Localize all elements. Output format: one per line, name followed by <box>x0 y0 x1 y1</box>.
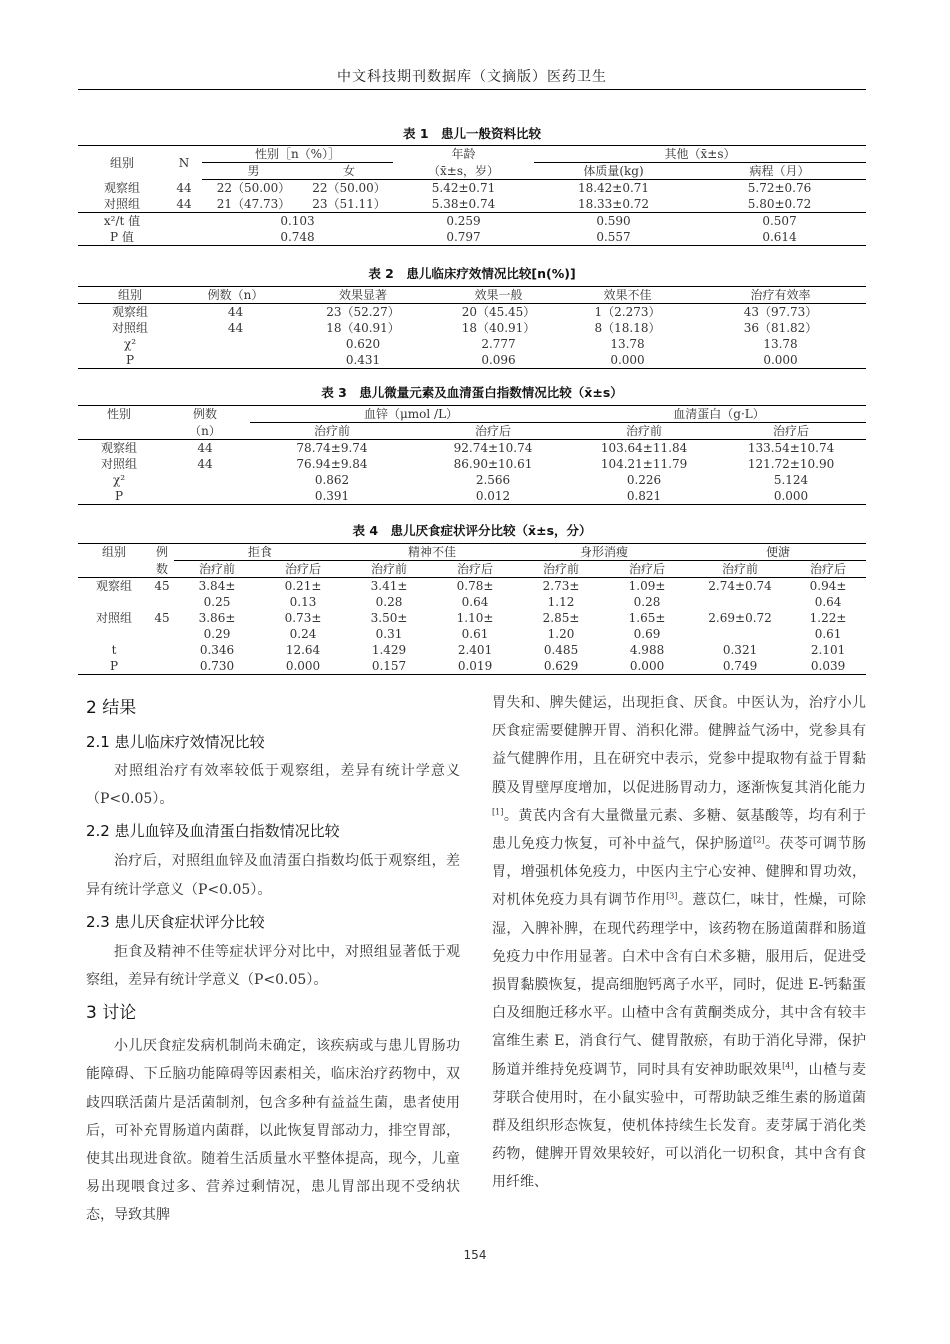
table-row <box>78 472 866 488</box>
t4-h-sub: 治疗前 <box>690 561 790 578</box>
t4-cell: 观察组 <box>95 579 132 593</box>
t2-cell: 2.777 <box>481 337 516 351</box>
t4-cell: 0.29 <box>203 627 231 641</box>
t4-cell: 45 <box>154 611 170 625</box>
t4-cell: 2.69±0.72 <box>708 611 772 625</box>
t4-cell: 0.61 <box>461 627 489 641</box>
table2-caption: 表 2 患儿临床疗效情况比较[n(%)] <box>368 266 576 281</box>
t3-cell: 44 <box>197 457 213 471</box>
t3-cell: 76.94±9.84 <box>296 457 368 471</box>
table-row <box>78 626 866 642</box>
t4-cell: 0.64 <box>814 595 842 609</box>
t1-cell: 0.103 <box>280 214 315 228</box>
t4-cell: 3.86± <box>198 611 236 625</box>
t4-cell: 1.65± <box>628 611 666 625</box>
text-span: 胃失和、脾失健运，出现拒食、厌食。中医认为，治疗小儿厌食症需要健脾开胃、消积化滞。健脾益气汤中，党参具有益气健脾作用，且在研究中表示，党参中提取物有益于胃黏膜及胃壁厚度增加，以促进肠胃动力，逐渐恢复其消化能力 <box>492 695 866 796</box>
table-row <box>78 229 866 246</box>
t2-cell: 43（97.73） <box>743 305 818 319</box>
t4-cell: 2.101 <box>810 643 846 657</box>
t3-cell: 133.54±10.74 <box>747 441 835 455</box>
t4-cell: 3.41± <box>370 579 408 593</box>
t3-cell <box>160 472 250 488</box>
t1-h-n: N <box>166 146 202 180</box>
t1-h-group: 组别 <box>78 146 166 180</box>
page-number: 154 <box>463 1248 487 1262</box>
table4 <box>78 543 866 675</box>
t4-h-sub: 治疗后 <box>432 561 518 578</box>
t1-cell: 0.797 <box>393 229 534 246</box>
table-row <box>78 488 866 505</box>
t2-cell: 13.78 <box>763 337 798 351</box>
t1-h-age: 年龄 <box>393 146 534 163</box>
t4-cell: 1.10± <box>456 611 494 625</box>
t1-cell: 观察组 <box>103 180 140 195</box>
t1-cell: 5.38±0.74 <box>393 196 534 213</box>
t4-cell: 0.21± <box>284 579 322 593</box>
t1-cell: 18.33±0.72 <box>534 196 693 213</box>
citation: [1] <box>492 807 504 817</box>
t3-cell: 0.000 <box>716 488 866 505</box>
t3-cell: 86.90±10.61 <box>453 457 533 471</box>
table1 <box>78 145 866 246</box>
text-span: 。黄芪内含有大量微量元素、多糖、氨基酸等，均有利于患儿免疫力恢复，可补中益气，保护肠道 <box>492 807 866 853</box>
t4-h-stool: 便溏 <box>690 544 866 561</box>
t4-cell: 0.039 <box>790 658 866 675</box>
t3-cell: 0.012 <box>414 488 572 505</box>
t1-h-age-unit: （x̄±s，岁） <box>393 163 534 180</box>
table-row <box>78 642 866 658</box>
t3-h-sub: 治疗后 <box>414 423 572 440</box>
t3-cell: P <box>78 488 160 505</box>
t3-cell: 0.391 <box>250 488 414 505</box>
table-row <box>78 352 866 369</box>
t4-cell: 0.13 <box>289 595 317 609</box>
t3-cell: χ² <box>112 473 126 487</box>
t1-cell: 0.259 <box>446 214 481 228</box>
t4-cell: 0.019 <box>432 658 518 675</box>
t1-cell: 0.614 <box>693 229 866 246</box>
t3-h-n: 例数 <box>160 406 250 423</box>
t4-cell: 0.000 <box>604 658 690 675</box>
t2-cell: 0.620 <box>345 337 381 351</box>
table-row <box>78 180 866 197</box>
t4-cell: 0.24 <box>289 627 317 641</box>
t1-cell: 5.80±0.72 <box>693 196 866 213</box>
subsection-heading: 2.3 患儿厌食症状评分比较 <box>86 912 265 931</box>
t4-h-sub: 治疗后 <box>790 561 866 578</box>
table-row <box>78 610 866 626</box>
t4-h-sub: 治疗后 <box>604 561 690 578</box>
t4-cell: 1.12 <box>547 595 575 609</box>
t3-cell: 0.226 <box>626 473 662 487</box>
t4-h-n2: 数 <box>150 561 174 578</box>
t4-cell: 0.321 <box>722 643 758 657</box>
t4-h-refuse: 拒食 <box>174 544 346 561</box>
t1-cell: 44 <box>176 180 192 195</box>
t1-h-sex: 性别［n（%）］ <box>202 146 393 163</box>
table-row <box>78 658 866 675</box>
t2-cell: 18（40.91） <box>461 321 536 335</box>
t3-h-sub: 治疗前 <box>572 423 716 440</box>
t1-cell: 18.42±0.71 <box>577 181 650 195</box>
t4-cell: 0.31 <box>375 627 403 641</box>
t2-cell: 0.000 <box>560 352 695 369</box>
t4-cell: 1.429 <box>371 643 407 657</box>
t4-cell: 0.94± <box>809 579 847 593</box>
table-row <box>78 320 866 336</box>
t3-cell: 44 <box>197 441 213 455</box>
t2-header: 效果一般 <box>437 287 560 304</box>
t1-cell: 22（50.00） <box>216 181 291 195</box>
t4-h-spirit: 精神不佳 <box>346 544 518 561</box>
t2-cell: 0.000 <box>695 352 866 369</box>
t4-cell: 0.61 <box>814 627 842 641</box>
citation: [2] <box>753 835 765 845</box>
t1-cell: 0.748 <box>202 229 393 246</box>
t4-cell: 0.64 <box>461 595 489 609</box>
t3-cell: 121.72±10.90 <box>747 457 835 471</box>
table4-caption: 表 4 患儿厌食症状评分比较（x̄±s，分） <box>352 523 592 538</box>
t4-cell: 对照组 <box>95 611 132 625</box>
t3-cell: 观察组 <box>100 441 137 455</box>
t4-cell: 0.749 <box>690 658 790 675</box>
t4-cell: 0.157 <box>346 658 432 675</box>
t1-cell: x²/t 值 <box>103 214 141 228</box>
t1-cell: 对照组 <box>78 196 166 213</box>
t2-cell: 36（81.82） <box>743 321 818 335</box>
t2-header: 效果显著 <box>289 287 437 304</box>
table2 <box>78 286 866 369</box>
table-row <box>78 440 866 457</box>
t4-cell: 2.74±0.74 <box>708 579 772 593</box>
table-row <box>78 456 866 472</box>
t4-cell: 3.84± <box>198 579 236 593</box>
t4-cell: 1.22± <box>809 611 847 625</box>
header-rule <box>78 89 866 90</box>
t3-h-n-unit: （n） <box>160 423 250 440</box>
table1-caption: 表 1 患儿一般资料比较 <box>402 126 542 141</box>
t3-cell: 92.74±10.74 <box>453 441 533 455</box>
t4-cell: 45 <box>154 579 170 593</box>
table-row <box>78 336 866 352</box>
t2-header: 例数（n） <box>182 287 289 304</box>
paragraph <box>492 689 866 1197</box>
table-row <box>78 196 866 213</box>
t2-cell: χ² <box>123 337 137 351</box>
t1-cell: 5.42±0.71 <box>431 181 496 195</box>
t2-header: 效果不佳 <box>560 287 695 304</box>
t4-cell: 12.64 <box>285 643 321 657</box>
t1-cell: 0.557 <box>534 229 693 246</box>
subsection-heading: 2.2 患儿血锌及血清蛋白指数情况比较 <box>86 822 340 841</box>
t2-cell: 观察组 <box>111 305 148 319</box>
t3-h-sub: 治疗后 <box>716 423 866 440</box>
left-column <box>86 693 460 1230</box>
t2-header: 组别 <box>78 287 182 304</box>
t1-cell: 0.507 <box>762 214 797 228</box>
t4-cell: 2.401 <box>457 643 493 657</box>
table-row <box>78 594 866 610</box>
t4-cell: 1.09± <box>628 579 666 593</box>
subsection-heading: 2.1 患儿临床疗效情况比较 <box>86 733 265 751</box>
t1-cell: 5.72±0.76 <box>747 181 812 195</box>
t1-cell: 23（51.11） <box>305 196 393 213</box>
t1-cell: P 值 <box>78 229 166 246</box>
t1-cell: 44 <box>166 196 202 213</box>
t4-cell: 3.50± <box>370 611 408 625</box>
t4-cell: 0.346 <box>199 643 235 657</box>
t3-h-sub: 治疗前 <box>250 423 414 440</box>
t4-cell: 0.28 <box>375 595 403 609</box>
table-row <box>78 213 866 230</box>
t3-cell: 0.821 <box>572 488 716 505</box>
t3-cell: 对照组 <box>100 457 137 471</box>
t4-cell: 0.629 <box>518 658 604 675</box>
t1-h-weight: 体质量(kg) <box>534 163 693 180</box>
t4-h-sub: 治疗前 <box>174 561 260 578</box>
t2-cell: 13.78 <box>610 337 645 351</box>
t4-cell: 0.69 <box>633 627 661 641</box>
t4-h-group: 组别 <box>78 544 150 561</box>
t2-cell: 0.431 <box>289 352 437 369</box>
t2-cell <box>182 352 289 369</box>
t3-cell: 104.21±11.79 <box>600 457 688 471</box>
t1-cell: 21（47.73） <box>202 196 305 213</box>
t3-cell: 0.862 <box>314 473 350 487</box>
t3-cell <box>160 488 250 505</box>
table3-caption: 表 3 患儿微量元素及血清蛋白指数情况比较（x̄±s） <box>321 385 623 400</box>
t4-cell: P <box>78 658 150 675</box>
t4-cell: t <box>111 643 117 657</box>
t2-cell: 20（45.45） <box>461 305 536 319</box>
t3-cell: 5.124 <box>773 473 809 487</box>
right-column <box>492 689 866 1197</box>
t2-cell: 44 <box>227 305 244 319</box>
t1-h-female: 女 <box>305 163 393 180</box>
t2-header: 治疗有效率 <box>695 287 866 304</box>
t4-cell: 2.85± <box>542 611 580 625</box>
t4-cell: 0.73± <box>284 611 322 625</box>
t2-cell: 23（52.27） <box>326 305 400 319</box>
journal-header: 中文科技期刊数据库（文摘版）医药卫生 <box>337 69 607 85</box>
t4-cell: 0.28 <box>633 595 661 609</box>
table-row <box>78 304 866 321</box>
table-row <box>78 578 866 595</box>
t3-h-zinc: 血锌（μmol /L） <box>250 406 572 423</box>
t4-h-n: 例 <box>150 544 174 561</box>
t2-cell: 18（40.91） <box>326 321 400 335</box>
t3-cell: 2.566 <box>475 473 511 487</box>
t3-cell: 103.64±11.84 <box>600 441 688 455</box>
paragraph: 拒食及精神不佳等症状评分对比中，对照组显著低于观察组，差异有统计学意义（P<0.05）。 <box>86 943 460 989</box>
t4-h-thin: 身形消瘦 <box>518 544 690 561</box>
t1-h-course: 病程（月） <box>693 163 866 180</box>
t4-cell: 4.988 <box>629 643 665 657</box>
t2-cell <box>182 336 289 352</box>
paragraph: 治疗后，对照组血锌及血清蛋白指数均低于观察组，差异有统计学意义（P<0.05）。 <box>86 853 460 898</box>
t2-cell: 44 <box>227 321 244 335</box>
t4-cell: 0.78± <box>456 579 494 593</box>
t3-h-protein: 血清蛋白（g·L） <box>572 406 866 423</box>
t3-h-sex: 性别 <box>78 406 160 423</box>
t1-h-male: 男 <box>202 163 305 180</box>
t4-cell: 0.485 <box>543 643 579 657</box>
t2-cell: 8（18.18） <box>594 321 661 335</box>
t1-h-other: 其他（x̄±s） <box>534 146 866 163</box>
paragraph: 小儿厌食症发病机制尚未确定，该疾病或与患儿胃肠功能障碍、下丘脑功能障碍等因素相关，临床治疗药物中，双歧四联活菌片是活菌制剂，包含多种有益益生菌，患者使用后，可补充胃肠道内菌群，以此恢复胃部动力，排空胃部，使其出现进食欲。随着生活质量水平整体提高，现今，儿童易出现喂食过多、营养过剩情况，患儿胃部出现不受纳状态，导致其脾 <box>86 1038 460 1224</box>
t1-cell: 22（50.00） <box>312 181 386 195</box>
text-span: 。茯苓可调节肠胃，增强机体免疫力，中医内主宁心安神、健脾和胃功效，对机体免疫力具有调节作用 <box>492 836 867 909</box>
t4-h-sub: 治疗前 <box>518 561 604 578</box>
t2-cell: P <box>78 352 182 369</box>
t4-cell: 0.000 <box>260 658 346 675</box>
text-span: ，山楂与麦芽联合使用时，在小鼠实验中，可帮助缺乏维生素的肠道菌群及组织形态恢复，使机体持续生长发育。麦芽属于消化类药物，健脾开胃效果较好，可以消化一切积食，其中含有食用纤维、 <box>492 1061 866 1191</box>
t4-cell: 0.25 <box>203 595 231 609</box>
t4-cell: 1.20 <box>547 627 575 641</box>
citation: [3] <box>666 891 678 901</box>
t4-h-sub: 治疗后 <box>260 561 346 578</box>
t4-h-sub: 治疗前 <box>346 561 432 578</box>
section-heading: 2 结果 <box>86 698 137 718</box>
t2-cell: 1（2.273） <box>594 305 661 319</box>
section-heading: 3 讨论 <box>86 1003 137 1024</box>
t1-cell: 0.590 <box>596 214 631 228</box>
t2-cell: 0.096 <box>437 352 560 369</box>
t3-cell: 78.74±9.74 <box>296 441 368 455</box>
text-span: 。薏苡仁，味甘，性燥，可除湿，入脾补脾，在现代药理学中，该药物在肠道菌群和肠道免疫力中作用显著。白术中含有白术多糖，服用后，促进受损胃黏膜恢复，提高细胞钙离子水平，同时，促进 E-钙黏蛋白及细胞迁移水平。山楂中含有黄酮类成分，其中含有较丰富维生素 E，消食行气、健胃散瘀，有助于消化导滞，保护肠道并维持免疫调节，同时具有安神助眠效果 <box>492 892 867 1078</box>
paragraph: 对照组治疗有效率较低于观察组，差异有统计学意义（P<0.05）。 <box>86 763 460 808</box>
table3 <box>78 405 866 505</box>
citation: [4] <box>782 1060 794 1070</box>
t4-cell: 0.730 <box>174 658 260 675</box>
t2-cell: 对照组 <box>111 321 148 335</box>
t4-cell: 2.73± <box>542 579 580 593</box>
